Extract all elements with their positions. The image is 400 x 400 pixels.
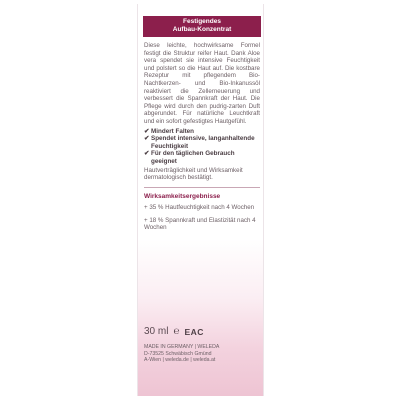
product-name-banner — [143, 16, 261, 37]
benefit-text: Für den täglichen Gebrauch geeignet — [151, 150, 235, 165]
product-description: Diese leichte, hochwirksame Formel festigt die Struktur reifer Haut. Dank Aloe vera spendet sie intensive Feuchtigkeit und polstert so die Haut auf. Die kostbare Rezeptur mit pflegendem Bio-Nachtkerzen- und Bio-Inkanussöl reaktiviert die Zellerneuerung und verbessert die Spannkraft der Haut. Die Pflege wird durch den pudrig-zarten Duft abgerundet. Für natürliche Leuchtkraft und ein sofort gefestigtes Hautgefühl. — [144, 42, 260, 125]
divider — [144, 187, 260, 188]
tolerance-note: Hautverträglichkeit und Wirksamkeit dermatologisch bestätigt. — [144, 166, 243, 182]
product-description-section — [144, 42, 260, 237]
manufacturer-line: D-73525 Schwäbisch Gmünd — [144, 350, 212, 357]
product-footer — [144, 326, 260, 364]
result-item: + 18 % Spannkraft und Elastizität nach 4 Wochen — [144, 216, 256, 232]
benefit-list — [144, 128, 260, 166]
benefit-item — [144, 128, 260, 136]
result-item: + 35 % Hautfeuchtigkeit nach 4 Wochen — [144, 204, 255, 212]
volume-row — [144, 326, 260, 337]
results-title: Wirksamkeitsergebnisse — [144, 192, 221, 200]
manufacturer-info — [144, 344, 260, 364]
benefit-text: Spendet intensive, langanhaltende Feuchtigkeit — [151, 135, 255, 150]
volume-label: 30 ml — [144, 326, 169, 337]
benefit-item — [144, 150, 260, 165]
product-box-side — [137, 4, 264, 396]
estimated-sign-icon: ℮ — [173, 326, 180, 337]
check-icon: ✔ — [144, 150, 150, 158]
product-name-line1: Festigendes — [183, 18, 221, 25]
product-name-line2: Aufbau-Konzentrat — [172, 26, 232, 33]
manufacturer-line: A-Wien | weleda.de | weleda.at — [144, 357, 216, 364]
check-icon: ✔ — [144, 127, 150, 135]
benefit-text: Mindert Falten — [151, 127, 195, 135]
benefit-item — [144, 135, 260, 150]
manufacturer-line: MADE IN GERMANY | WELEDA — [144, 344, 220, 350]
eac-mark: EAC — [184, 326, 204, 337]
check-icon: ✔ — [144, 135, 150, 143]
